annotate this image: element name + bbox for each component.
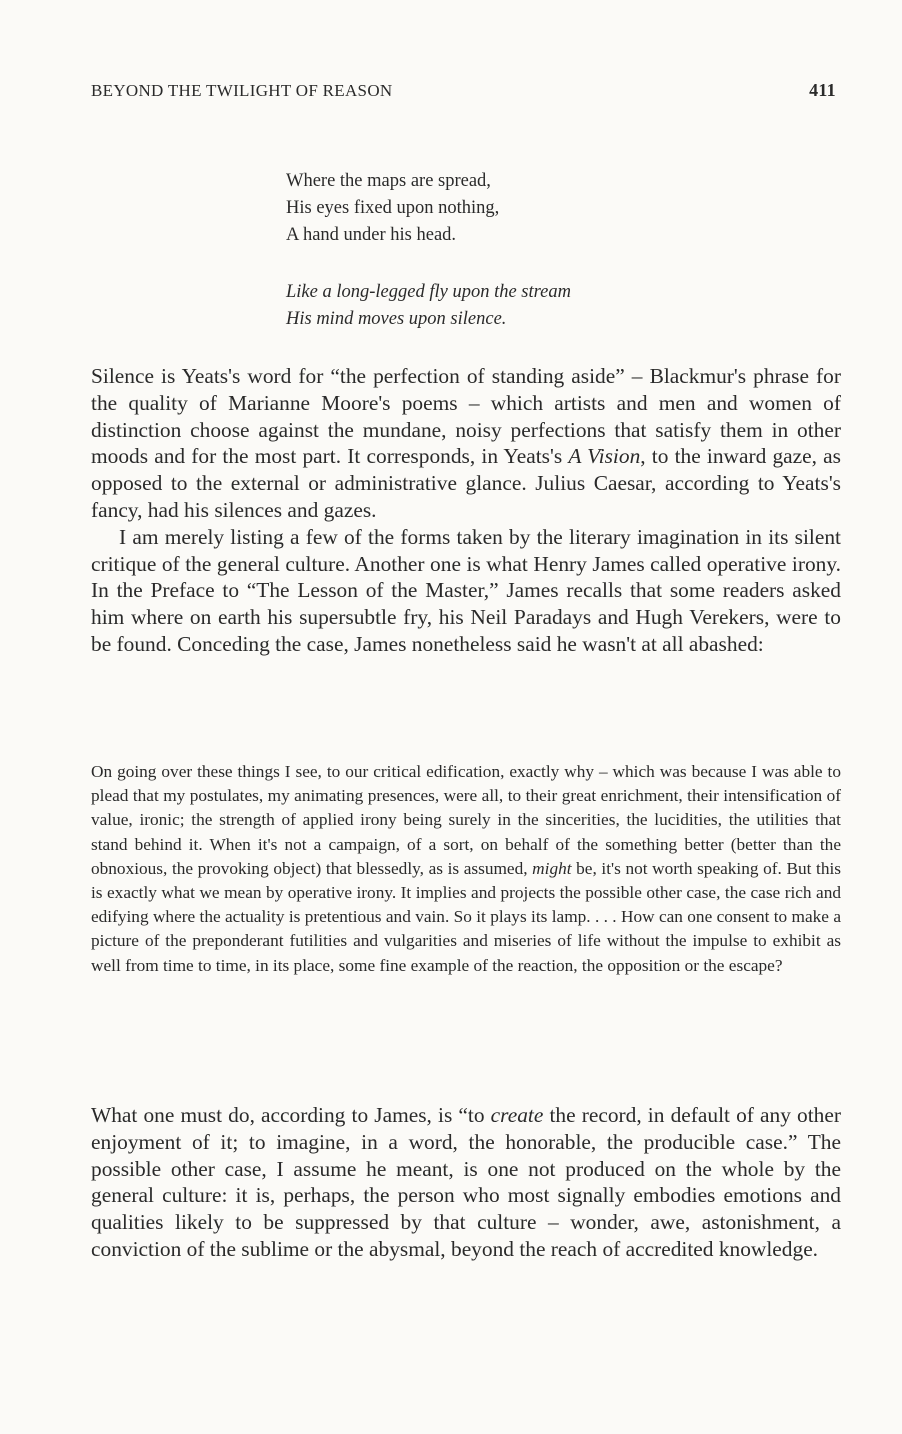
running-head-title: BEYOND THE TWILIGHT OF REASON bbox=[91, 81, 393, 100]
verse-line: A hand under his head. bbox=[286, 225, 457, 245]
verse-line: His eyes fixed upon nothing, bbox=[286, 198, 500, 218]
text-run: On going over these things I see, to our critical edification, exactly why – which was because I was able to plead that my postulates, my animating presences, were all, to their great enrichment, their intensification of value, ironic; the strength of applied irony being surely in the sincerities, the lucidities, the utilities that stand behind it. When it's not a campaign, of a sort, on behalf of the something better (better than the obnoxious, the provoking object) that blessedly, as is assumed, bbox=[91, 762, 841, 878]
body-text-section-1 bbox=[91, 363, 841, 658]
verse-line: His mind moves upon silence. bbox=[286, 309, 507, 329]
verse-quote-1 bbox=[286, 168, 786, 249]
paragraph bbox=[91, 363, 841, 524]
emphasis: might bbox=[532, 858, 572, 878]
quotation-text bbox=[91, 760, 841, 978]
text-run: Silence is Yeats's word for “the perfection of standing aside” – Blackmur's phrase for the quality of Marianne Moore's poems – which artists and men and women of distinction choose against the mundane, noisy perfections that satisfy them in other moods and for the most part. It corresponds, in Yeats's bbox=[91, 364, 841, 469]
text-run: , to the inward gaze, as opposed to the external or administrative glance. Julius Caesar, according to Yeats's fancy, had his silences and gazes. bbox=[91, 444, 842, 522]
verse-line: Where the maps are spread, bbox=[286, 171, 491, 191]
emphasis: create bbox=[490, 1103, 544, 1127]
text-run: be, it's not worth speaking of. But this is exactly what we mean by operative irony. It implies and projects the possible other case, the case rich and edifying where the actuality is pretentious and vain. So it plays its lamp. . . . How can one consent to make a picture of the preponderant futilities and vulgarities and miseries of life without the impulse to exhibit as well from time to time, in its place, some fine example of the reaction, the opposition or the escape? bbox=[91, 858, 842, 975]
verse-quote-2 bbox=[286, 279, 786, 333]
block-quotation bbox=[91, 760, 841, 978]
book-title: A Vision bbox=[568, 444, 641, 469]
paragraph: I am merely listing a few of the forms taken by the literary imagination in its silent critique of the general culture. Another one is what Henry James called operative irony. In the Preface to “The Lesson of the Master,” James recalls that some readers asked him where on earth his supersubtle fry, his Neil Paradays and Hugh Verekers, were to be found. Conceding the case, James nonetheless said he wasn't at all abashed: bbox=[91, 524, 841, 656]
text-run: What one must do, according to James, is “to bbox=[91, 1103, 491, 1127]
paragraph bbox=[91, 1102, 841, 1263]
verse-line: Like a long-legged fly upon the stream bbox=[286, 282, 571, 302]
page-number: 411 bbox=[809, 80, 836, 100]
text-run: the record, in default of any other enjoyment of it; to imagine, in a word, the honorable, the producible case.” The possible other case, I assume he meant, is one not produced on the whole by the general culture: it is, perhaps, the person who most signally embodies emotions and qualities likely to be suppressed by that culture – wonder, awe, astonishment, a conviction of the sublime or the abysmal, beyond the reach of accredited knowledge. bbox=[91, 1103, 841, 1261]
running-head bbox=[91, 80, 836, 104]
body-text-section-2 bbox=[91, 1102, 841, 1263]
